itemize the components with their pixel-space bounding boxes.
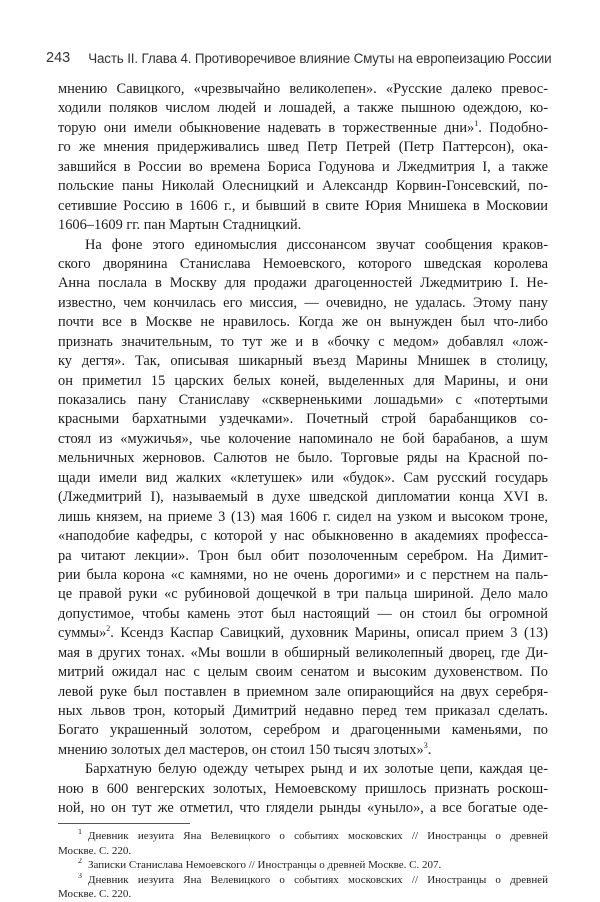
text-line: На фоне этого единомыслия диссонансом звучат сообщения краков- xyxy=(85,236,548,253)
text-line: ною в 600 венгерских золотых, Немоевскому пришлось признать роскош- xyxy=(58,780,548,797)
text-line: 1606–1609 гг. пан Мартын Стадницкий. xyxy=(58,217,302,234)
text-line: ского дворянина Станислава Немоевского, которого шведская королева xyxy=(58,255,548,272)
footnote-mark: 1 xyxy=(78,829,82,837)
text-line: красными бархатными уздечками». Почетный строй барабанщиков со- xyxy=(58,411,548,428)
footnote-mark: 2 xyxy=(78,858,82,866)
text-line: ку дегтя». Так, описывая шикарный въезд Марины Мнишек в столицу, xyxy=(58,353,548,370)
text-line: показались пану Станиславу «скверненькими лошадьми» с «потертыми xyxy=(58,392,548,408)
text-line: лишь князем, на приеме 3 (13) мая 1606 г. сидел на узком и высоком троне, xyxy=(58,508,548,525)
footnote-ref: 1 xyxy=(474,119,479,129)
text-line: признать значительным, то тут же и в «бочку с медом» добавлял «лож- xyxy=(58,333,548,350)
text-line: щади имели вид жалких «клетушек» или «будок». Сам русский государь xyxy=(58,469,548,486)
footnote-line: Москве. С. 220. xyxy=(58,888,132,900)
footnote-ref: 3 xyxy=(423,741,428,751)
text-line: левой руке был поставлен в приемном зале опирающийся на двух серебря- xyxy=(58,683,548,700)
footnote-rule xyxy=(58,823,190,824)
main-text xyxy=(58,80,548,819)
text-line: (Лжедмитрий I), называемый в духе шведской дипломатии конца XVI в. xyxy=(58,489,548,506)
text-line: Богато украшенный золотом, серебром и драгоценными каменьями, по xyxy=(58,722,548,739)
text-line: мельничных жерновов. Салютов не было. Торговые ряды на Красной по- xyxy=(58,450,548,467)
text-line: сетившие Россию в 1606 г., и бывший в свите Юрия Мнишека в Московии xyxy=(58,197,548,214)
footnote-line: $^1$ Дневник иезуита Яна Велевицкого о событиях московских // Иностранцы о древней xyxy=(78,829,548,842)
footnote-line: $^3$ Дневник иезуита Яна Велевицкого о событиях московских // Иностранцы о древней xyxy=(78,872,548,886)
page-number: 243 xyxy=(46,50,71,66)
text-line: почти все в Москве не нравилось. Когда же он вынужден был что-либо xyxy=(58,314,548,331)
running-header xyxy=(46,46,552,70)
text-line: Бархатную белую одежду четырех рынд и их золотые цепи, каждая це- xyxy=(85,761,548,778)
text-line: торую они имели обыкновение надевать в торжественные дни»$^1$. Подобно- xyxy=(58,119,548,136)
text-line: допустимое, чтобы камень этот был настоящий — он стоил бы огромной xyxy=(58,605,548,622)
text-line: Анна послала в Москву для продажи драгоценностей Лжедмитрию I. Не- xyxy=(58,275,548,292)
text-line: рии была корона «с камнями, но не очень дорогими» и с перстнем на паль- xyxy=(58,566,548,583)
footnotes xyxy=(58,829,548,902)
text-line: «наподобие кафедры, с которой у нас обыкновенно в академиях професса- xyxy=(58,528,548,545)
footnote-mark: 3 xyxy=(78,872,82,880)
text-line: ра читают лекции». Трон был обит позолоченным серебром. На Димит- xyxy=(58,547,548,564)
footnote-line: Москве. С. 220. xyxy=(58,844,132,857)
text-line: мнению Савицкого, «чрезвычайно великолепен». «Русские далеко превос- xyxy=(58,81,548,97)
text-line: ходили поляков числом людей и лошадей, а также пышною одеждою, ко- xyxy=(58,100,548,117)
text-line: польские паны Николай Олесницкий и Александр Корвин-Гонсевский, по- xyxy=(58,178,548,195)
text-line: ной, но он тут же отметил, что глядели рынды «уныло», а все богатые оде- xyxy=(58,800,548,817)
text-line: ных львов трон, который Димитрий недавно перед тем приказал сделать. xyxy=(58,703,548,719)
text-line: митрий ожидал нас с целым своим сенатом и высоким духовенством. По xyxy=(58,664,548,681)
text-line: стоял из «мужичья», чье колочение напоминало не бой барабанов, а шум xyxy=(58,430,548,447)
text-line: це правой руки «с рубиновой дощечкой в три пальца шириной. Дело мало xyxy=(58,586,548,603)
text-line: завшийся в России во времена Бориса Годунова и Лжедмитрия I, а также xyxy=(58,158,548,175)
footnote-line: $^2$ Записки Станислава Немоевского // Иностранцы о древней Москве. С. 207. xyxy=(78,858,442,871)
text-line: го же мнения придерживались швед Петр Петрей (Петр Паттерсон), ока- xyxy=(58,139,548,156)
text-line: мая в других тонах. «Мы вошли в обширный великолепный дворец, где Ди- xyxy=(58,644,548,661)
footnote-ref: 2 xyxy=(106,624,111,634)
text-line: мнению золотых дел мастеров, он стоил 150 тысяч злотых»$^3$. xyxy=(58,741,432,758)
running-title: Часть II. Глава 4. Противоречивое влияние Смуты на европеизацию России xyxy=(88,50,552,66)
text-line: он приметил 15 царских белых коней, выделенных для Марины, и они xyxy=(58,372,548,389)
text-line: известно, чем кончилась его миссия, — очевидно, не удалась. Этому пану xyxy=(58,294,548,311)
text-line: суммы»$^2$. Ксендз Каспар Савицкий, духовник Марины, описал прием 3 (13) xyxy=(58,624,548,642)
